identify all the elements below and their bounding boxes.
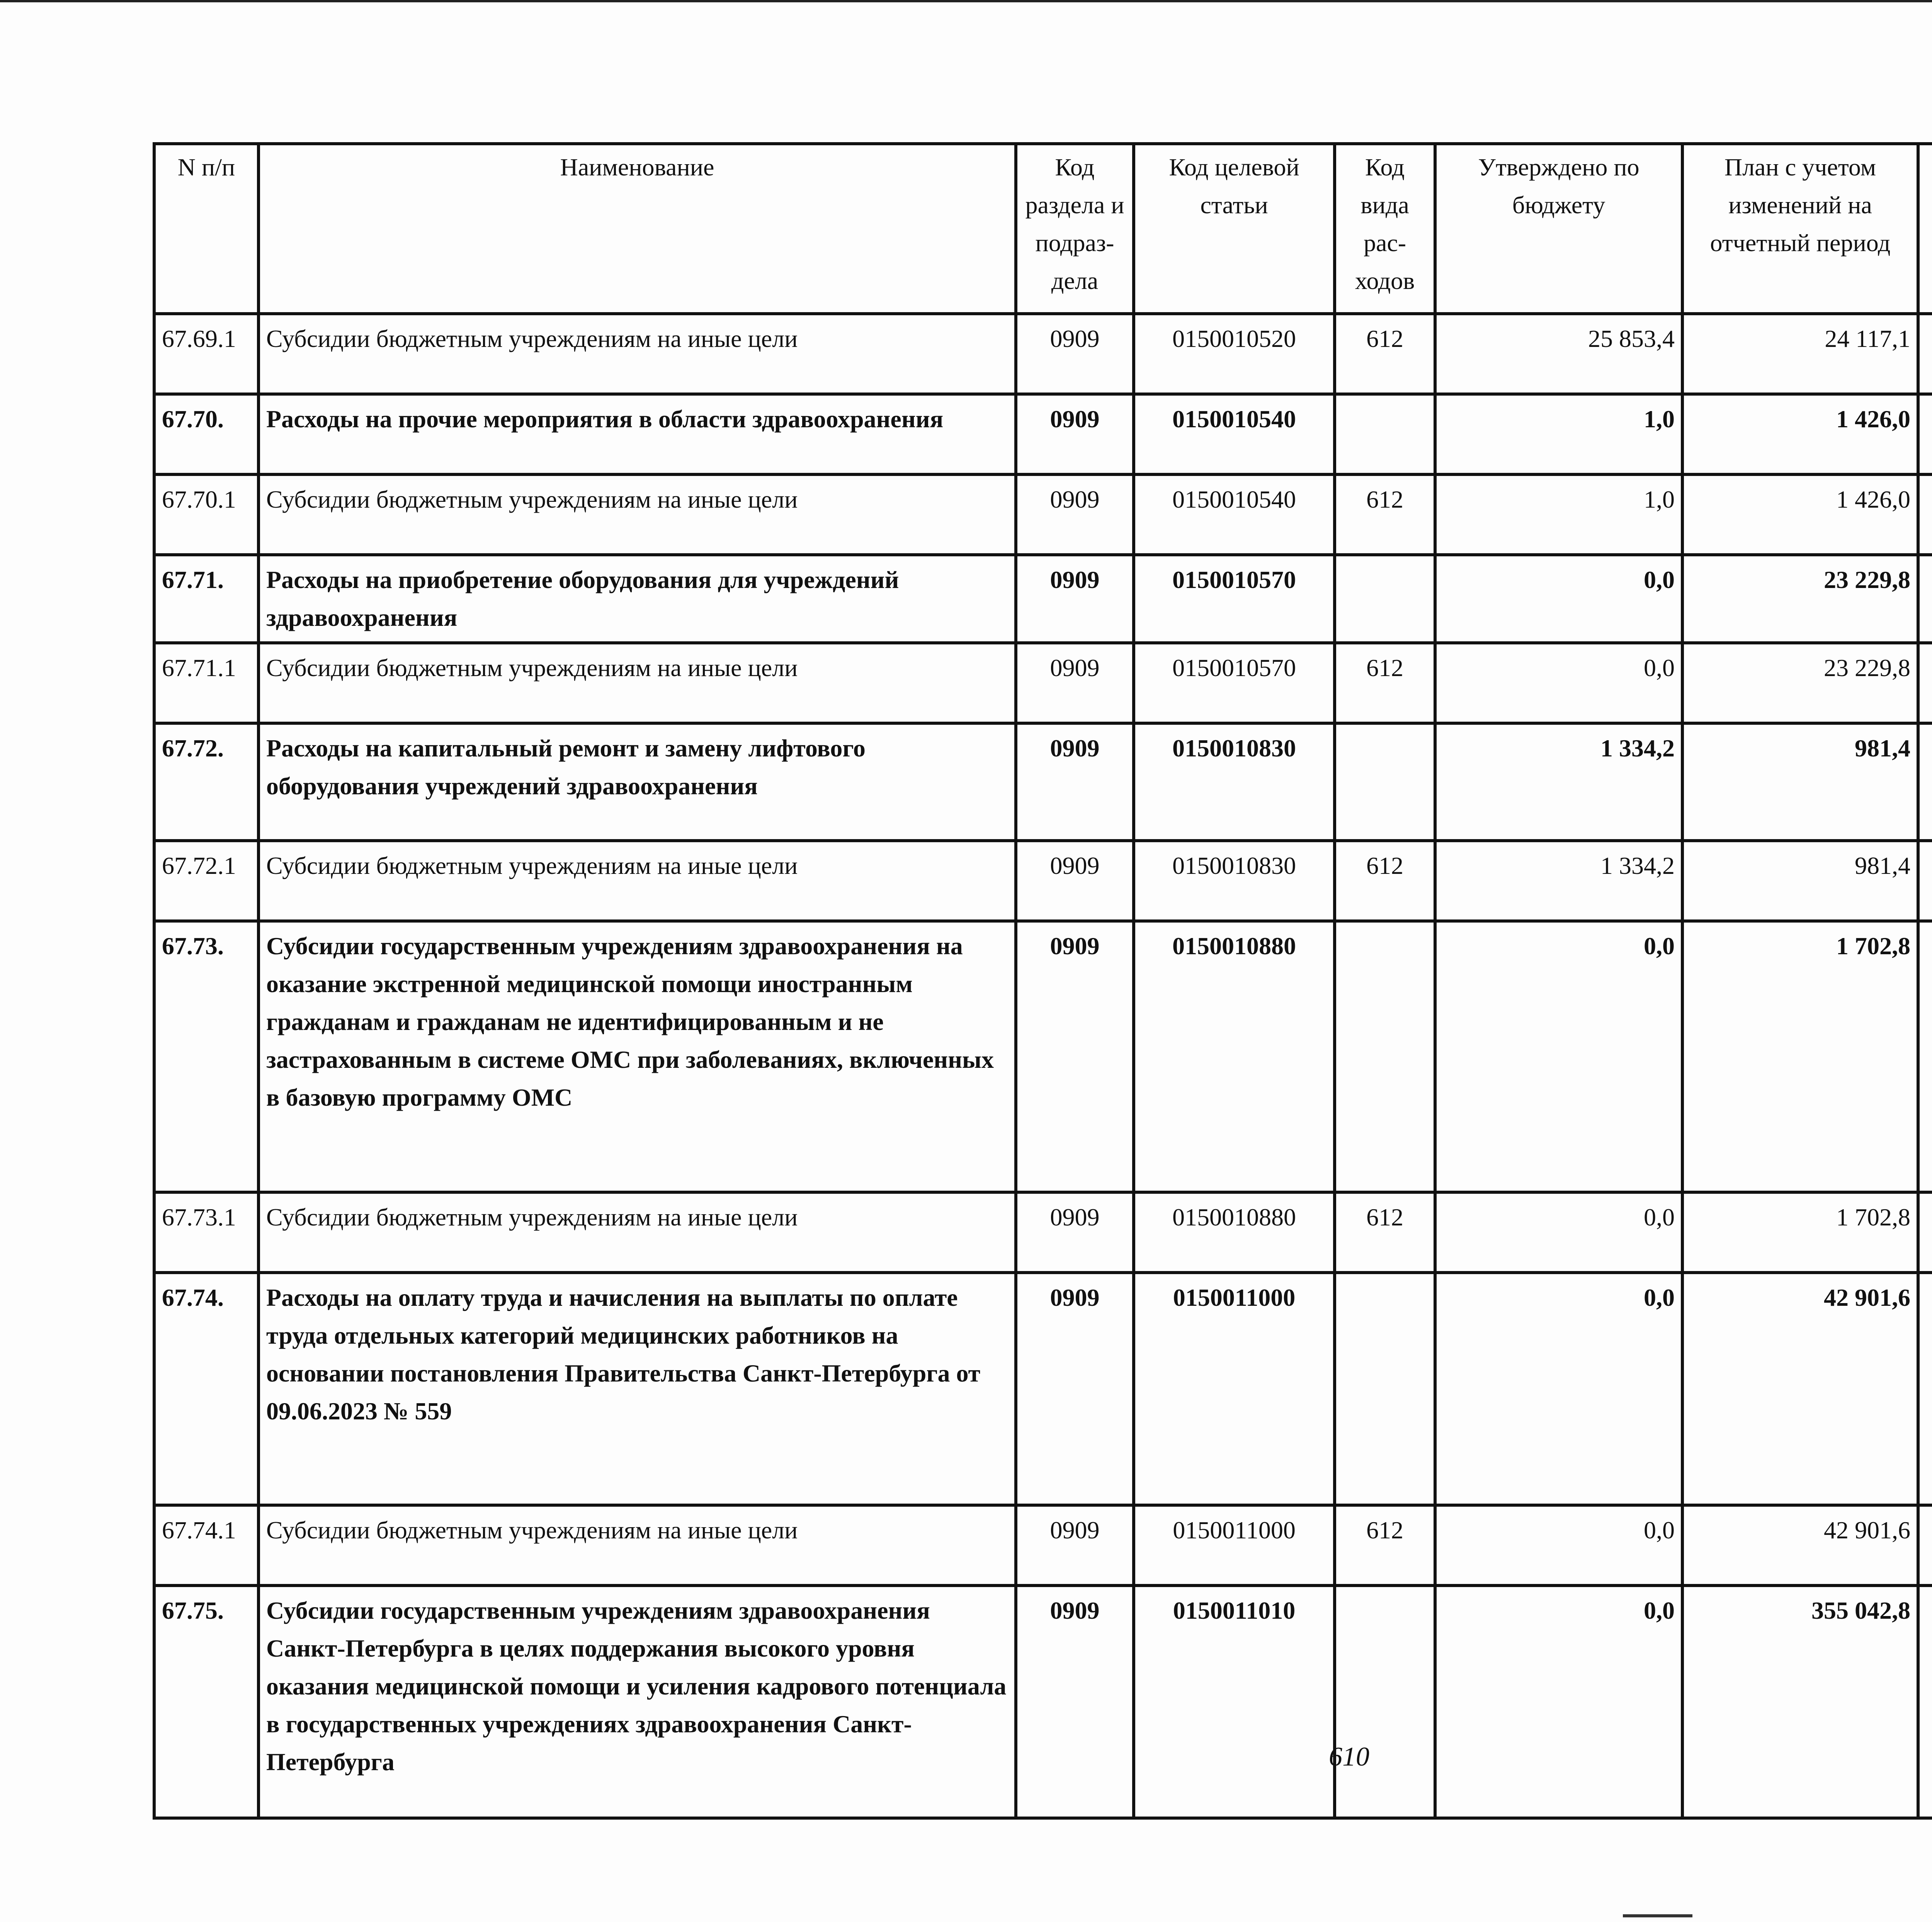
row-executed bbox=[1918, 1505, 1932, 1586]
row-expense-type bbox=[1335, 1273, 1435, 1505]
row-name: Субсидии государственным учреждениям здравоохранения на оказание экстренной медицинской помощи иностранным гражданам и гражданам не идентифицированным и не застрахованным в системе ОМС при заболеваниях, включенных в базовую программу ОМС bbox=[259, 921, 1016, 1192]
row-section-code: 0909 bbox=[1016, 394, 1134, 474]
row-target-code: 0150010880 bbox=[1134, 921, 1335, 1192]
row-expense-type: 612 bbox=[1335, 841, 1435, 921]
row-target-code: 0150011000 bbox=[1134, 1273, 1335, 1505]
row-target-code: 0150010540 bbox=[1134, 474, 1335, 555]
row-target-code: 0150010570 bbox=[1134, 555, 1335, 643]
row-expense-type bbox=[1335, 394, 1435, 474]
row-plan: 1 426,0 bbox=[1682, 394, 1918, 474]
col-header-executed bbox=[1918, 144, 1932, 314]
budget-execution-table bbox=[153, 142, 1932, 1820]
row-plan: 23 229,8 bbox=[1682, 555, 1918, 643]
col-header-expense-type: Код вида рас-ходов bbox=[1335, 144, 1435, 314]
row-number: 67.69.1 bbox=[154, 314, 259, 394]
row-expense-type: 612 bbox=[1335, 643, 1435, 723]
table-row bbox=[154, 394, 1932, 474]
row-approved: 25 853,4 bbox=[1435, 314, 1682, 394]
row-section-code: 0909 bbox=[1016, 555, 1134, 643]
scan-edge-top bbox=[0, 0, 1932, 2]
row-executed bbox=[1918, 1192, 1932, 1273]
row-plan: 1 426,0 bbox=[1682, 474, 1918, 555]
row-target-code: 0150011000 bbox=[1134, 1505, 1335, 1586]
row-approved: 0,0 bbox=[1435, 1505, 1682, 1586]
table-row bbox=[154, 841, 1932, 921]
row-approved: 1 334,2 bbox=[1435, 841, 1682, 921]
row-plan: 1 702,8 bbox=[1682, 921, 1918, 1192]
row-executed bbox=[1918, 643, 1932, 723]
row-target-code: 0150010830 bbox=[1134, 723, 1335, 841]
row-plan: 24 117,1 bbox=[1682, 314, 1918, 394]
table-row bbox=[154, 1586, 1932, 1818]
col-header-n: N п/п bbox=[154, 144, 259, 314]
row-section-code: 0909 bbox=[1016, 643, 1134, 723]
table-row bbox=[154, 555, 1932, 643]
row-target-code: 0150011010 bbox=[1134, 1586, 1335, 1818]
col-header-name: Наименование bbox=[259, 144, 1016, 314]
row-expense-type: 612 bbox=[1335, 1505, 1435, 1586]
row-number: 67.75. bbox=[154, 1586, 259, 1818]
row-executed bbox=[1918, 1586, 1932, 1818]
row-executed bbox=[1918, 921, 1932, 1192]
row-number: 67.70. bbox=[154, 394, 259, 474]
row-number: 67.73. bbox=[154, 921, 259, 1192]
row-number: 67.74. bbox=[154, 1273, 259, 1505]
table-row bbox=[154, 1273, 1932, 1505]
row-plan: 981,4 bbox=[1682, 841, 1918, 921]
table-row bbox=[154, 1192, 1932, 1273]
row-expense-type bbox=[1335, 1586, 1435, 1818]
row-section-code: 0909 bbox=[1016, 723, 1134, 841]
row-executed bbox=[1918, 394, 1932, 474]
col-header-plan: План с учетом изменений на отчетный период bbox=[1682, 144, 1918, 314]
row-name: Субсидии государственным учреждениям здравоохранения Санкт-Петербурга в целях поддержания высокого уровня оказания медицинской помощи и усиления кадрового потенциала в государственных учреждениях здравоохранения Санкт-Петербурга bbox=[259, 1586, 1016, 1818]
row-approved: 1,0 bbox=[1435, 394, 1682, 474]
table-row bbox=[154, 1505, 1932, 1586]
row-approved: 0,0 bbox=[1435, 555, 1682, 643]
col-header-approved: Утверждено по бюджету bbox=[1435, 144, 1682, 314]
row-expense-type: 612 bbox=[1335, 1192, 1435, 1273]
row-number: 67.71.1 bbox=[154, 643, 259, 723]
row-target-code: 0150010540 bbox=[1134, 394, 1335, 474]
row-approved: 0,0 bbox=[1435, 1192, 1682, 1273]
scan-speck bbox=[1623, 1914, 1692, 1917]
row-executed bbox=[1918, 841, 1932, 921]
row-target-code: 0150010570 bbox=[1134, 643, 1335, 723]
row-name: Субсидии бюджетным учреждениям на иные цели bbox=[259, 1192, 1016, 1273]
row-approved: 0,0 bbox=[1435, 921, 1682, 1192]
row-section-code: 0909 bbox=[1016, 1273, 1134, 1505]
table-row bbox=[154, 643, 1932, 723]
row-expense-type bbox=[1335, 921, 1435, 1192]
row-name: Расходы на капитальный ремонт и замену лифтового оборудования учреждений здравоохранения bbox=[259, 723, 1016, 841]
row-target-code: 0150010520 bbox=[1134, 314, 1335, 394]
row-executed bbox=[1918, 555, 1932, 643]
row-plan: 42 901,6 bbox=[1682, 1505, 1918, 1586]
row-name: Субсидии бюджетным учреждениям на иные цели bbox=[259, 841, 1016, 921]
row-approved: 0,0 bbox=[1435, 1586, 1682, 1818]
row-executed bbox=[1918, 474, 1932, 555]
row-target-code: 0150010830 bbox=[1134, 841, 1335, 921]
table-body bbox=[154, 314, 1932, 1818]
row-plan: 42 901,6 bbox=[1682, 1273, 1918, 1505]
row-plan: 23 229,8 bbox=[1682, 643, 1918, 723]
row-section-code: 0909 bbox=[1016, 921, 1134, 1192]
col-header-section-code: Код раздела и подраз-дела bbox=[1016, 144, 1134, 314]
row-executed bbox=[1918, 314, 1932, 394]
row-expense-type: 612 bbox=[1335, 474, 1435, 555]
row-approved: 1 334,2 bbox=[1435, 723, 1682, 841]
row-approved: 1,0 bbox=[1435, 474, 1682, 555]
row-number: 67.73.1 bbox=[154, 1192, 259, 1273]
row-target-code: 0150010880 bbox=[1134, 1192, 1335, 1273]
table-row bbox=[154, 474, 1932, 555]
row-number: 67.70.1 bbox=[154, 474, 259, 555]
row-section-code: 0909 bbox=[1016, 1586, 1134, 1818]
row-plan: 355 042,8 bbox=[1682, 1586, 1918, 1818]
table-header-row bbox=[154, 144, 1932, 191]
row-name: Расходы на приобретение оборудования для учреждений здравоохранения bbox=[259, 555, 1016, 643]
row-section-code: 0909 bbox=[1016, 474, 1134, 555]
row-number: 67.74.1 bbox=[154, 1505, 259, 1586]
row-number: 67.72. bbox=[154, 723, 259, 841]
row-executed bbox=[1918, 723, 1932, 841]
page-number: 610 bbox=[1329, 1742, 1369, 1772]
row-section-code: 0909 bbox=[1016, 314, 1134, 394]
col-header-target-code: Код целевой статьи bbox=[1134, 144, 1335, 314]
row-executed bbox=[1918, 1273, 1932, 1505]
row-expense-type: 612 bbox=[1335, 314, 1435, 394]
row-name: Субсидии бюджетным учреждениям на иные цели bbox=[259, 314, 1016, 394]
row-plan: 1 702,8 bbox=[1682, 1192, 1918, 1273]
row-expense-type bbox=[1335, 555, 1435, 643]
row-name: Субсидии бюджетным учреждениям на иные цели bbox=[259, 1505, 1016, 1586]
row-section-code: 0909 bbox=[1016, 841, 1134, 921]
row-section-code: 0909 bbox=[1016, 1505, 1134, 1586]
row-name: Расходы на прочие мероприятия в области здравоохранения bbox=[259, 394, 1016, 474]
row-approved: 0,0 bbox=[1435, 643, 1682, 723]
row-approved: 0,0 bbox=[1435, 1273, 1682, 1505]
table-row bbox=[154, 723, 1932, 841]
row-name: Расходы на оплату труда и начисления на выплаты по оплате труда отдельных категорий медицинских работников на основании постановления Правительства Санкт-Петербурга от 09.06.2023 № 559 bbox=[259, 1273, 1016, 1505]
row-expense-type bbox=[1335, 723, 1435, 841]
row-name: Субсидии бюджетным учреждениям на иные цели bbox=[259, 474, 1016, 555]
row-number: 67.72.1 bbox=[154, 841, 259, 921]
row-name: Субсидии бюджетным учреждениям на иные цели bbox=[259, 643, 1016, 723]
table-row bbox=[154, 314, 1932, 394]
row-number: 67.71. bbox=[154, 555, 259, 643]
row-section-code: 0909 bbox=[1016, 1192, 1134, 1273]
table-row bbox=[154, 921, 1932, 1192]
row-plan: 981,4 bbox=[1682, 723, 1918, 841]
